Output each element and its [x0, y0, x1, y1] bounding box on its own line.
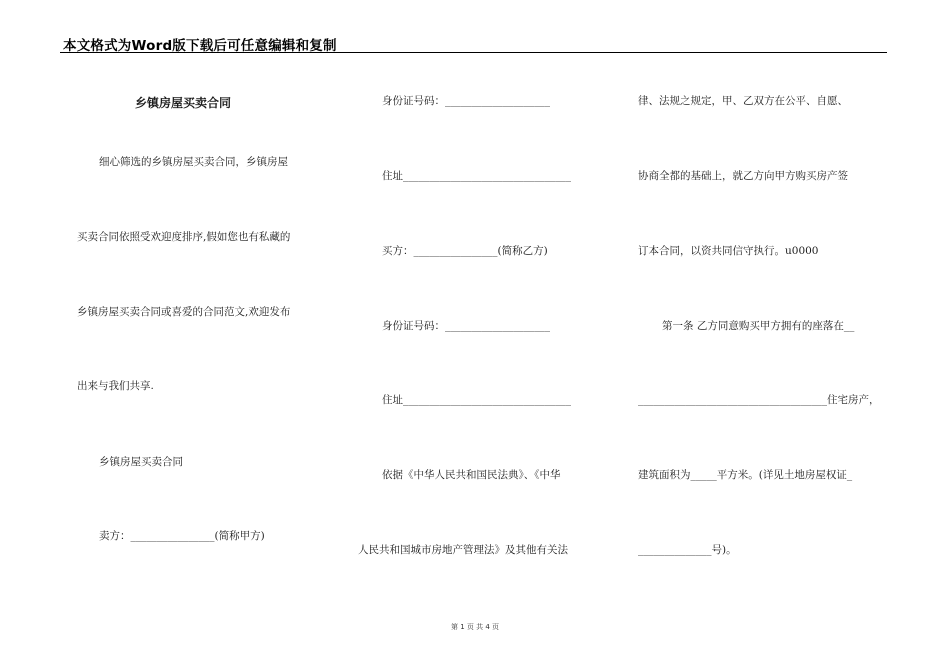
paragraph-line: 依据《中华人民共和国民法典》、《中华	[382, 469, 561, 481]
floor-area-field: 建筑面积为_____平方米。(详见土地房屋权证_	[638, 469, 853, 481]
paragraph-line: 订本合同，以资共同信守执行。u0000	[638, 245, 819, 257]
paragraph-line: 乡镇房屋买卖合同或喜爱的合同范文,欢迎发布	[77, 306, 291, 318]
property-location-field: ____________________________________住宅房产，	[638, 394, 880, 406]
document-header-title: 本文格式为Word版下载后可任意编辑和复制	[63, 38, 337, 54]
paragraph-line: 人民共和国城市房地产管理法》及其他有关法	[358, 544, 568, 556]
buyer-address-field: 住址________________________________	[382, 394, 571, 406]
page-number-footer: 第 1 页 共 4 页	[450, 623, 500, 631]
buyer-id-number-field: 身份证号码：____________________	[382, 320, 550, 332]
paragraph-line: 出来与我们共享.	[77, 380, 154, 392]
paragraph-line: 协商全都的基础上，就乙方向甲方购买房产签	[638, 170, 848, 182]
certificate-number-field: ______________号)。	[638, 544, 737, 556]
header-divider	[60, 52, 887, 53]
document-title: 乡镇房屋买卖合同	[135, 96, 232, 110]
buyer-field: 买方：________________(简称乙方)	[382, 245, 548, 257]
seller-id-number-field: 身份证号码：____________________	[382, 95, 550, 107]
article-one-line: 第一条 乙方同意购买甲方拥有的座落在__	[662, 320, 855, 332]
seller-field: 卖方：________________(简称甲方)	[99, 530, 265, 542]
paragraph-line: 律、法规之规定，甲、乙双方在公平、自愿、	[638, 95, 848, 107]
paragraph-line: 买卖合同依照受欢迎度排序,假如您也有私藏的	[77, 231, 291, 243]
section-heading: 乡镇房屋买卖合同	[99, 456, 183, 468]
seller-address-field: 住址________________________________	[382, 170, 571, 182]
paragraph-line: 细心筛选的乡镇房屋买卖合同，乡镇房屋	[99, 156, 288, 168]
